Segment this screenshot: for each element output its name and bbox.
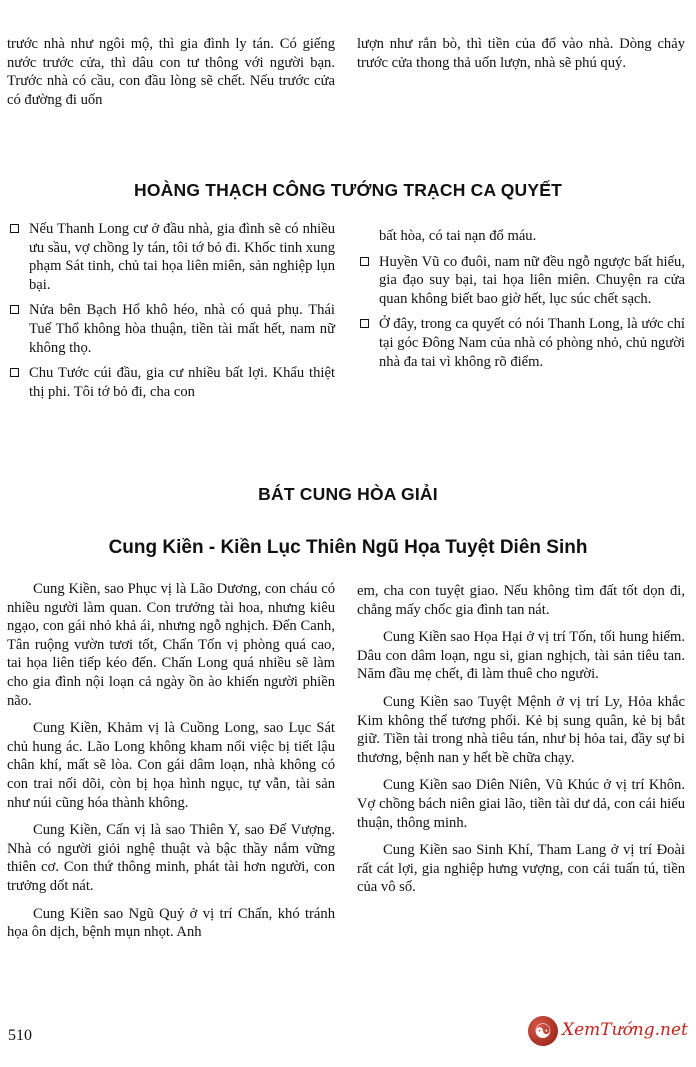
- paragraph: Cung Kiền, sao Phục vị là Lão Dương, con cháu có nhiều người làm quan. Con trưởng tài hoa, nhưng kiêu ngạo, con gái nhỏ khả ái, nhưng ngỗ nghịch. Đến Canh, Tân ruộng vườn tươi tốt, Chấn Tốn vị phòng quá cao, tai họa liên tiếp kéo đến. Chấn Long quá nhiều sẽ làm cho gia đình nội loạn cả ngày ồn ào khiến người phiền não.: [7, 581, 335, 709]
- section1-title: HOÀNG THẠCH CÔNG TƯỚNG TRẠCH CA QUYẾT: [134, 180, 562, 200]
- paragraph: Cung Kiền sao Diên Niên, Vũ Khúc ở vị trí Khôn. Vợ chồng bách niên giai lão, tiền tài dư dả, con cái hiếu thuận, thông minh.: [357, 777, 685, 831]
- checkbox-bullet-icon: [360, 257, 369, 266]
- paragraph: Cung Kiền sao Tuyệt Mệnh ở vị trí Ly, Hỏa khắc Kim không thể tương phối. Kẻ bị sung quân, kẻ bị bắt giữ. Tiền tài trong nhà tiêu tán, như bị hỏa tai, đầy sự bi thương, bệnh nan y hết bề chữa chạy.: [357, 693, 685, 766]
- section2-subtitle: Cung Kiền - Kiền Lục Thiên Ngũ Họa Tuyệt Diên Sinh: [108, 537, 588, 558]
- bullet-item: [7, 220, 335, 294]
- bullet-text: Ở đây, trong ca quyết có nói Thanh Long, là ước chỉ tại góc Đông Nam của nhà có phòng nhỏ, chủ người nhà đa tai vì không rõ điểm.: [379, 316, 685, 370]
- bullet-continuation: bất hòa, có tai nạn đổ máu.: [379, 228, 537, 244]
- section2-title: BÁT CUNG HÒA GIẢI: [258, 484, 438, 504]
- bullet-item: [7, 301, 335, 357]
- bullet-item: [357, 315, 685, 371]
- bullet-text: Nửa bên Bạch Hổ khô héo, nhà có quả phụ. Thái Tuế Thổ không hòa thuận, tiền tài mất hết, nam nữ không thọ.: [29, 302, 335, 356]
- section2-right-column: [357, 582, 685, 906]
- checkbox-bullet-icon: [10, 368, 19, 377]
- top-left-column: [7, 35, 335, 118]
- checkbox-bullet-icon: [10, 224, 19, 233]
- paragraph: Cung Kiền sao Ngũ Quỷ ở vị trí Chấn, khó tránh họa ôn dịch, bệnh mụn nhọt. Anh: [7, 905, 335, 941]
- checkbox-bullet-icon: [10, 305, 19, 314]
- logo-text: XemTướng.net: [562, 1020, 688, 1040]
- bullet-text: Huyền Vũ co đuôi, nam nữ đều ngỗ ngược bất hiếu, gia đạo suy bại, tai họa liên miên. Chuyện ra cửa quan không biết bao giờ hết, lục súc chết sạch.: [379, 253, 685, 307]
- checkbox-bullet-icon: [360, 319, 369, 328]
- section2-left-column: [7, 580, 335, 951]
- yin-yang-icon: ☯: [528, 1016, 558, 1046]
- paragraph: Cung Kiền sao Sinh Khí, Tham Lang ở vị trí Đoài rất cát lợi, gia nghiệp hưng vượng, con cái tuấn tú, tiền của vô số.: [357, 842, 685, 896]
- paragraph: em, cha con tuyệt giao. Nếu không tìm đất tốt dọn đi, chẳng mấy chốc gia đình tan nát.: [357, 583, 685, 618]
- bullet-item: [7, 364, 335, 401]
- bullet-text: Nếu Thanh Long cư ở đầu nhà, gia đình sẽ có nhiều ưu sầu, vợ chồng ly tán, tôi tớ bỏ đi. Khốc tinh xung phạm Sát tinh, chủ tai họa liên miên, sản nghiệp lụn bại.: [29, 221, 335, 293]
- bullet-text: Chu Tước cúi đầu, gia cư nhiều bất lợi. Khẩu thiệt thị phi. Tôi tớ bỏ đi, cha con: [29, 365, 335, 400]
- section1-right-column: [357, 227, 685, 378]
- section1-left-column: [7, 220, 335, 408]
- site-logo[interactable]: [528, 1012, 693, 1054]
- page-number: 510: [8, 1027, 32, 1044]
- top-right-text: lượn như rắn bò, thì tiền của đổ vào nhà. Dòng chảy trước cửa thong thả uốn lượn, nhà sẽ phú quý.: [357, 36, 685, 71]
- paragraph: Cung Kiền sao Họa Hại ở vị trí Tốn, tối hung hiểm. Dâu con dâm loạn, ngu si, gian nghịch, tài sản tiêu tan. Năm đầu mẹ chết, đi làm thuê cho người.: [357, 629, 685, 683]
- bullet-item: [357, 253, 685, 309]
- top-left-text: trước nhà như ngôi mộ, thì gia đình ly tán. Có giếng nước trước cửa, thì dâu con tư thông với người bạn. Trước nhà có cầu, con đầu lòng sẽ chết. Nếu trước cửa có đường đi uốn: [7, 36, 335, 108]
- paragraph: Cung Kiền, Khảm vị là Cuồng Long, sao Lục Sát chủ hung ác. Lão Long không kham nổi việc bị tiết lậu chân khí, mất sẽ lòa. Con gái dâm loạn, nhà không có con trai nối dõi, còn bị họa hình ngục, tự vẫn, tài sản như núi cũng hóa thành không.: [7, 720, 335, 811]
- top-right-column: [357, 35, 685, 81]
- paragraph: Cung Kiền, Cấn vị là sao Thiên Y, sao Đế Vượng. Nhà có người giỏi nghệ thuật và bậc thầy nắm vững thiên cơ. Con thứ thông minh, phát tài hơn người, con trưởng dốt nát.: [7, 822, 335, 894]
